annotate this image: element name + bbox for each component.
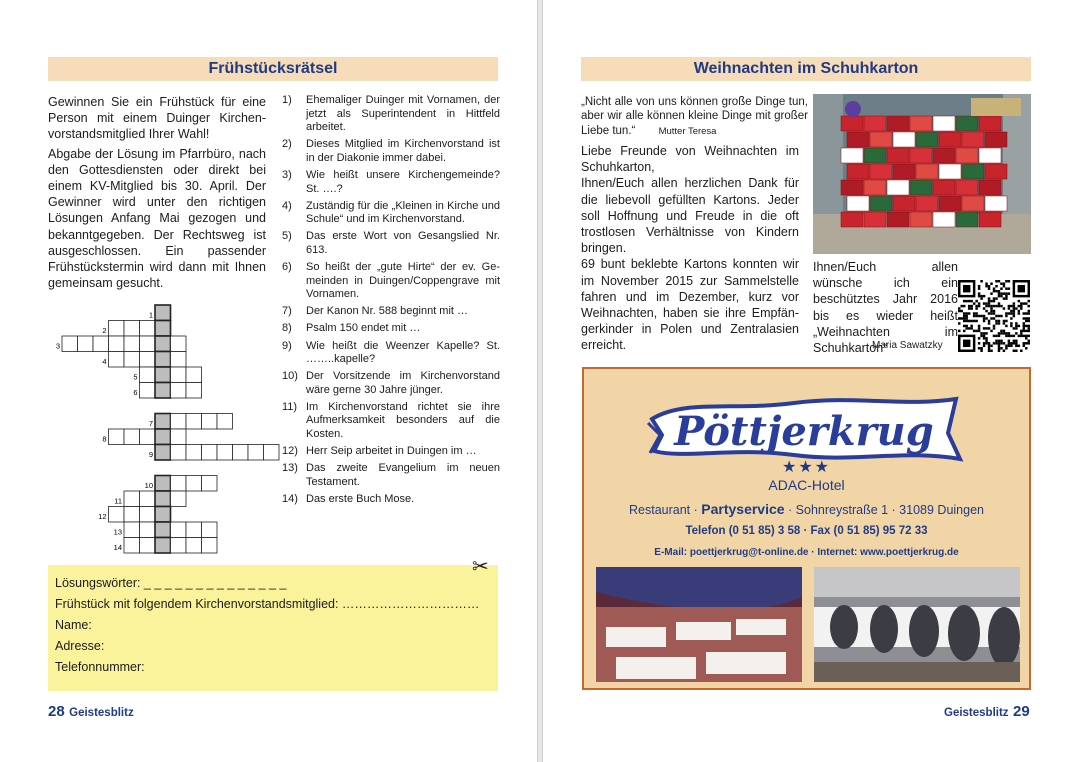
scissors-icon: ✂ [472, 556, 489, 578]
crossword-cell[interactable] [171, 336, 187, 352]
crossword-cell[interactable] [140, 429, 156, 445]
question-item [282, 401, 500, 442]
crossword-cell[interactable] [124, 352, 140, 368]
crossword-cell[interactable] [248, 445, 264, 461]
crossword-number: 14 [113, 543, 122, 552]
page-number: 28 [48, 703, 65, 720]
services-a: Restaurant · [629, 503, 702, 517]
question-item [282, 340, 500, 367]
question-number: 12) [282, 445, 298, 458]
crossword-number: 11 [114, 496, 122, 506]
crossword-cell[interactable] [109, 507, 125, 523]
crossword-key-cell[interactable] [155, 321, 171, 337]
hotel-label: ADAC-Hotel [768, 477, 845, 493]
crossword-key-cell[interactable] [155, 491, 171, 507]
crossword-key-cell[interactable] [155, 507, 171, 523]
crossword-number: 9 [148, 450, 153, 459]
question-item [282, 94, 500, 135]
crossword-cell[interactable] [233, 445, 249, 461]
question-text: Das zweite Evangelium im neuen Testament. [306, 462, 500, 488]
question-item [282, 462, 500, 489]
crossword-cell[interactable] [62, 336, 78, 352]
left-page [0, 0, 538, 762]
crossword-cell[interactable] [124, 491, 140, 507]
article-paragraph: 69 bunt beklebte Kartons konnten wir im November 2015 zur Sammelstelle fahren und im Dezember, kurz vor Weihnachten, haben sie ihre Empfängerkinder in Polen und Zentralasien erreicht. [581, 257, 799, 353]
name-field[interactable]: Name: [55, 618, 92, 632]
member-field[interactable]: Frühstück mit folgendem Kirchenvorstandsmitglied: …………………………… [55, 597, 480, 611]
crossword-key-cell[interactable] [155, 414, 171, 430]
crossword-number: 1 [148, 310, 153, 320]
crossword-cell[interactable] [140, 522, 156, 538]
crossword-cell[interactable] [202, 522, 218, 538]
question-number: 7) [282, 305, 292, 318]
intro-text [48, 94, 266, 294]
crossword-cell[interactable] [186, 367, 202, 383]
crossword-number: 8 [102, 434, 107, 444]
crossword-cell[interactable] [140, 383, 156, 399]
crossword-cell[interactable] [124, 538, 140, 554]
question-number: 6) [282, 261, 292, 274]
intro-paragraph: Abgabe der Lösung im Pfarrbüro, nach den Gottesdiensten oder direkt bei einem KV-Mitglied bis 30. April. Der Gewinner wird unter den richtigen Lösungen Anfang Mai gezogen und bekanntgegeben. Der Rechtsweg ist ausgeschlossen. Ein passender Frühstückstermin wird dann mit Ihnen gemeinsam gesucht. [48, 146, 266, 291]
crossword-key-cell[interactable] [155, 476, 171, 492]
question-item [282, 305, 500, 319]
crossword-cell[interactable] [202, 476, 218, 492]
question-text: Zuständig für die „Kleinen in Kirche und Schule“ und im Kirchenvorstand. [306, 199, 500, 226]
services-c: · Sohnreystraße 1 · 31089 Duingen [784, 503, 984, 517]
crossword-cell[interactable] [202, 414, 218, 430]
question-number: 8) [282, 322, 292, 335]
restaurant-photo-1 [596, 567, 802, 682]
crossword-number: 3 [55, 341, 60, 351]
crossword-grid [52, 300, 282, 560]
solution-words-field[interactable]: Lösungswörter: _ _ _ _ _ _ _ _ _ _ _ _ _ _ [55, 576, 287, 590]
crossword-cell[interactable] [93, 336, 109, 352]
quote-text: „Nicht alle von uns können große Dinge tun, aber wir alle können kleine Dinge mit großer Liebe tun.“ [581, 96, 808, 137]
question-number: 5) [282, 230, 292, 243]
crossword-cell[interactable] [171, 538, 187, 554]
services-b: Partyservice [701, 501, 785, 517]
crossword-cell[interactable] [186, 538, 202, 554]
crossword-cell[interactable] [109, 336, 125, 352]
crossword-cell[interactable] [171, 491, 187, 507]
star-rating: ★★★ [781, 459, 832, 476]
section-header-puzzle [48, 57, 498, 81]
crossword-cell[interactable] [264, 445, 280, 461]
crossword-number: 7 [148, 419, 153, 428]
crossword-cell[interactable] [186, 383, 202, 399]
crossword-cell[interactable] [186, 414, 202, 430]
restaurant-photo-2 [814, 567, 1020, 682]
qr-code[interactable] [958, 280, 1030, 352]
crossword-cell[interactable] [171, 429, 187, 445]
crossword-cell[interactable] [202, 538, 218, 554]
crossword-cell[interactable] [109, 352, 125, 368]
crossword-cell[interactable] [171, 445, 187, 461]
question-list [282, 94, 500, 510]
crossword-cell[interactable] [217, 445, 233, 461]
address-field[interactable]: Adresse: [55, 639, 105, 653]
shoebox-gifts-photo [813, 94, 1031, 254]
question-text: So heißt der „gute Hirte“ der ev. Gemeinden in Duingen/Coppengrave mit Vornamen. [306, 261, 500, 301]
crossword-cell[interactable] [140, 491, 156, 507]
question-item [282, 200, 500, 227]
question-text: Psalm 150 endet mit … [306, 322, 421, 335]
crossword-cell[interactable] [124, 336, 140, 352]
crossword-number: 10 [144, 481, 153, 490]
crossword-key-cell[interactable] [155, 305, 171, 321]
crossword-cell[interactable] [171, 367, 187, 383]
question-number: 9) [282, 339, 292, 352]
question-item [282, 445, 500, 459]
crossword-key-cell[interactable] [155, 336, 171, 352]
crossword-cell[interactable] [140, 538, 156, 554]
crossword-cell[interactable] [109, 429, 125, 445]
question-item [282, 322, 500, 336]
page-number: 29 [1013, 703, 1030, 720]
crossword-cell[interactable] [217, 414, 233, 430]
quote-author: Mutter Teresa [658, 125, 717, 137]
question-number: 3) [282, 168, 292, 181]
crossword-cell[interactable] [109, 321, 125, 337]
section-header-shoebox [581, 57, 1031, 81]
crossword-key-cell[interactable] [155, 522, 171, 538]
question-text: Wie heißt die Weenzer Kapelle? St. ……..kapelle? [306, 339, 500, 366]
crossword-number: 13 [113, 527, 122, 537]
crossword-key-cell[interactable] [155, 367, 171, 383]
crossword-key-cell[interactable] [155, 352, 171, 368]
question-item [282, 230, 500, 257]
services-line [584, 501, 1029, 517]
crossword-cell[interactable] [202, 445, 218, 461]
crossword-cell[interactable] [124, 429, 140, 445]
question-text: Im Kirchenvorstand richtet sie ihre Aufmerksamkeit besonders auf die Kosten. [306, 400, 500, 441]
crossword-cell[interactable] [171, 352, 187, 368]
page-footer-right [944, 703, 1030, 721]
question-item [282, 370, 500, 397]
crossword-cell[interactable] [78, 336, 94, 352]
answer-form [48, 565, 498, 691]
question-item [282, 493, 500, 507]
crossword-cell[interactable] [124, 507, 140, 523]
question-number: 1) [282, 94, 292, 106]
intro-paragraph: Gewinnen Sie ein Frühstück für eine Person mit einem Duinger Kirchenvorstandsmitglied Ihrer Wahl! [48, 95, 266, 142]
question-item [282, 261, 500, 302]
article-paragraph: Ihnen/Euch allen herzlichen Dank für die liebevoll gefüllten Kartons. Jeder soll Hoffnung und Freude in die oft trostlosen Verhältnisse von Kindern bringen. [581, 176, 799, 256]
contact-web[interactable]: E-Mail: poettjerkrug@t-online.de · Internet: www.poettjerkrug.de [654, 547, 959, 558]
crossword-key-cell[interactable] [155, 445, 171, 461]
crossword-cell[interactable] [171, 476, 187, 492]
crossword-cell[interactable] [186, 522, 202, 538]
phone-field[interactable]: Telefonnummer: [55, 660, 145, 674]
crossword-number: 12 [98, 512, 107, 521]
question-number: 10) [282, 370, 298, 383]
crossword-cell[interactable] [140, 367, 156, 383]
article-greeting: Liebe Freunde von Weihnachten im Schuhkarton, [581, 144, 799, 175]
question-number: 13) [282, 462, 298, 475]
logo-text: Pöttjerkrug [674, 408, 934, 455]
question-text: Das erste Wort von Gesangslied Nr. 613. [306, 230, 500, 256]
question-item [282, 138, 500, 165]
crossword-number: 5 [133, 372, 138, 382]
signature: Maria Sawatzky [872, 340, 943, 351]
article-body [581, 143, 799, 354]
question-number: 4) [282, 199, 292, 212]
section-title: Weihnachten im Schuhkarton [693, 60, 919, 77]
crossword-number: 4 [102, 357, 107, 366]
crossword-cell[interactable] [171, 522, 187, 538]
crossword-cell[interactable] [171, 383, 187, 399]
question-text: Ehemaliger Duinger mit Vornamen, der jetzt als Superintendent in Hittfeld arbeitet. [306, 94, 500, 134]
crossword-cell[interactable] [140, 321, 156, 337]
crossword-cell[interactable] [124, 522, 140, 538]
crossword-cell[interactable] [140, 507, 156, 523]
magazine-name: Geistesblitz [69, 707, 134, 719]
crossword-number: 6 [133, 388, 138, 397]
question-text: Wie heißt unsere Kirchengemeinde? St. ….? [306, 168, 500, 195]
crossword-key-cell[interactable] [155, 429, 171, 445]
hotel-advertisement[interactable] [582, 367, 1031, 690]
crossword-cell[interactable] [186, 476, 202, 492]
wish-paragraph: Ihnen/Euch allen wünsche ich ein beschütztes Jahr 2016 bis es wieder heißt „Weihnachten im Schuhkarton“ [813, 260, 958, 356]
crossword-cell[interactable] [124, 321, 140, 337]
crossword-key-cell[interactable] [155, 383, 171, 399]
crossword-cell[interactable] [140, 352, 156, 368]
question-number: 11) [282, 400, 298, 413]
crossword-cell[interactable] [140, 336, 156, 352]
question-text: Das erste Buch Mose. [306, 492, 415, 505]
question-number: 2) [282, 138, 292, 151]
question-text: Herr Seip arbeitet in Duingen im … [306, 445, 477, 458]
magazine-name: Geistesblitz [944, 707, 1009, 719]
page-footer-left [48, 703, 134, 721]
question-text: Der Kanon Nr. 588 beginnt mit … [306, 305, 469, 318]
crossword-number: 2 [102, 326, 107, 335]
crossword-key-cell[interactable] [155, 538, 171, 554]
crossword-cell[interactable] [186, 445, 202, 461]
contact-phone: Telefon (0 51 85) 3 58 · Fax (0 51 85) 95 72 33 [685, 525, 928, 537]
question-item [282, 169, 500, 196]
crossword-cell[interactable] [171, 414, 187, 430]
question-text: Der Vorsitzende im Kirchenvorstand wäre gerne 30 Jahre jünger. [306, 370, 500, 396]
question-number: 14) [282, 492, 298, 505]
question-text: Dieses Mitglied im Kirchenvorstand ist in der Diakonie immer dabei. [306, 138, 500, 164]
section-title: Frühstücksrätsel [208, 60, 338, 77]
quote-block [581, 95, 808, 139]
